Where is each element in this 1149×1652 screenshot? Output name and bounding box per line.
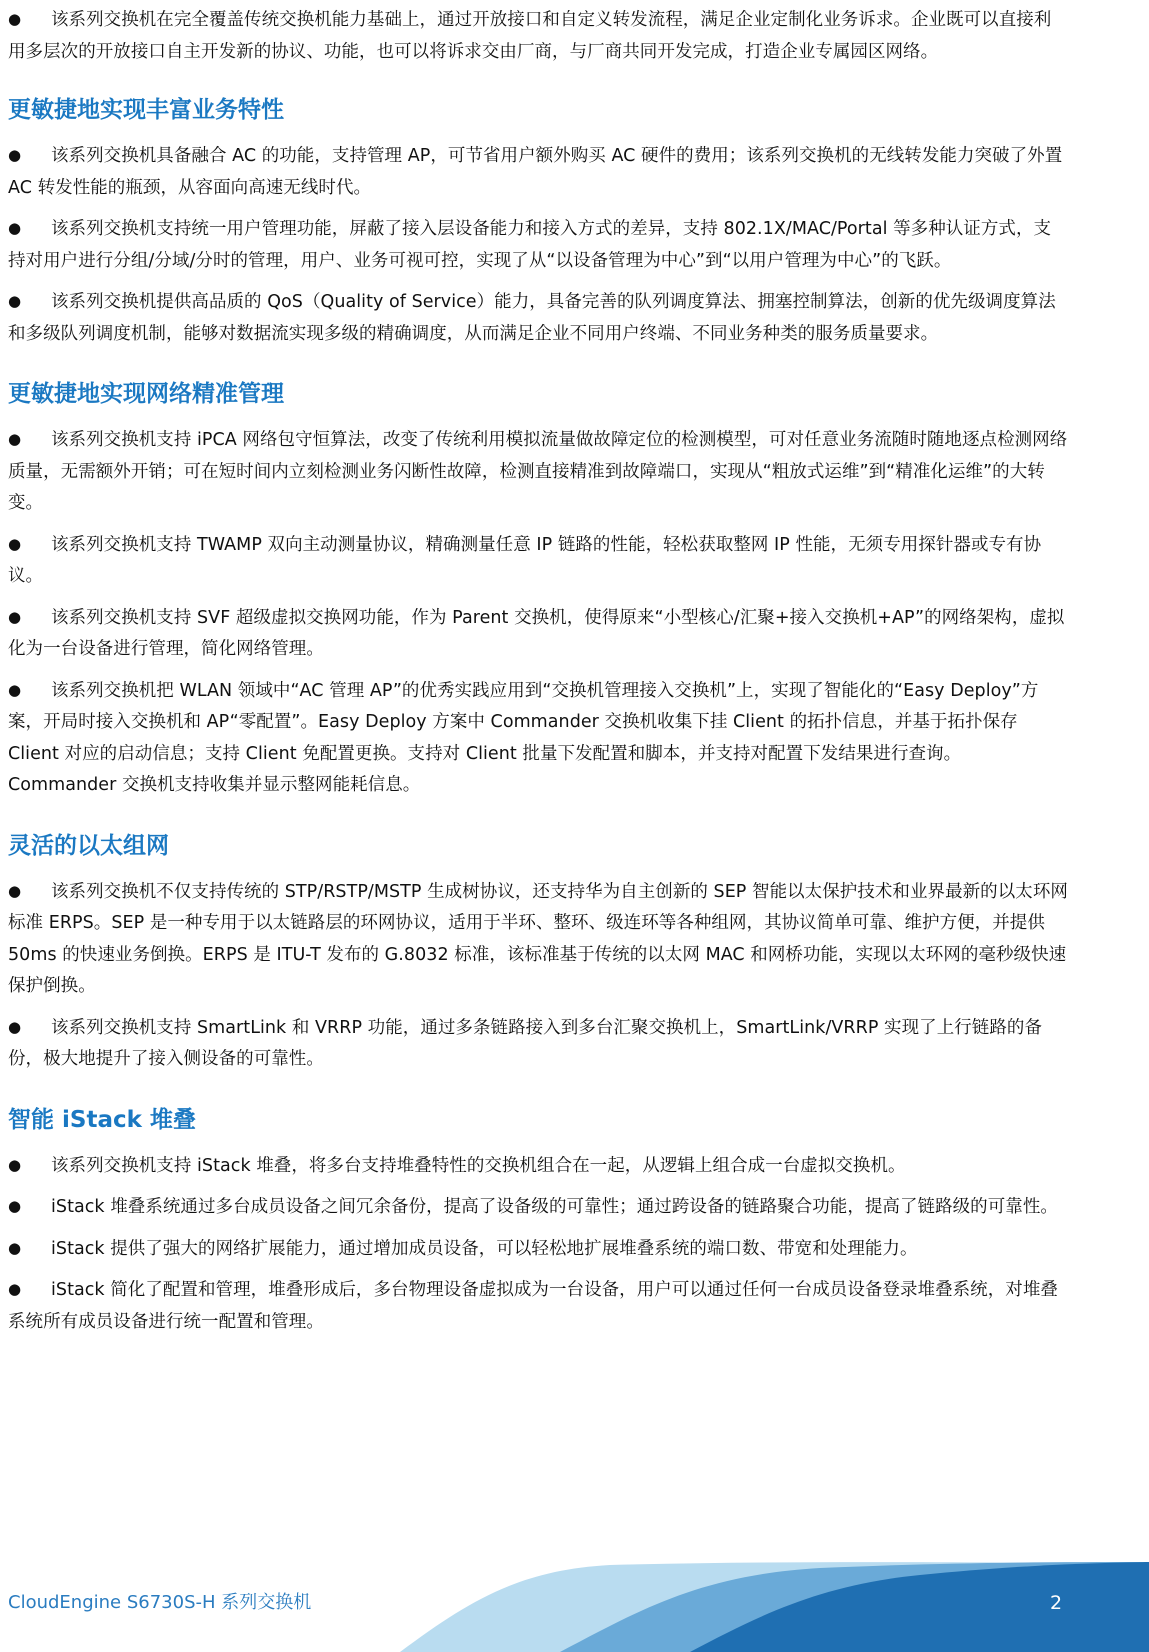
paragraph-text: 该系列交换机支持统一用户管理功能，屏蔽了接入层设备能力和接入方式的差异，支持 802.1X/MAC/Portal 等多种认证方式，支持对用户进行分组/分域/分时的管理，用户、业务可视可控，实现了从“以设备管理为中心”到“以用户管理为中心”的飞跃。 [8, 219, 1052, 271]
footer-product-name: CloudEngine S6730S-H 系列交换机 [8, 1592, 312, 1613]
paragraph-text: 该系列交换机支持 iPCA 网络包守恒算法，改变了传统利用模拟流量做故障定位的检测模型，可对任意业务流随时随地逐点检测网络质量，无需额外开销；可在短时间内立刻检测业务闪断性故障，检测直接精准到故障端口，实现从“粗放式运维”到“精准化运维”的大转变。 [8, 430, 1068, 513]
bullet-paragraph [8, 1150, 1068, 1183]
bullet-icon: ● [8, 219, 22, 237]
paragraph-text: iStack 简化了配置和管理，堆叠形成后，多台物理设备虚拟成为一台设备，用户可以通过任何一台成员设备登录堆叠系统，对堆叠系统所有成员设备进行统一配置和管理。 [8, 1280, 1058, 1332]
paragraph-text: 该系列交换机支持 SVF 超级虚拟交换网功能，作为 Parent 交换机，使得原来“小型核心/汇聚+接入交换机+AP”的网络架构，虚拟化为一台设备进行管理，简化网络管理。 [8, 607, 1065, 659]
paragraph-text: 该系列交换机提供高品质的 QoS（Quality of Service）能力，具备完善的队列调度算法、拥塞控制算法，创新的优先级调度算法和多级队列调度机制，能够对数据流实现多级的精确调度，从而满足企业不同用户终端、不同业务种类的服务质量要求。 [8, 292, 1056, 344]
bullet-icon: ● [8, 10, 22, 28]
bullet-paragraph [8, 529, 1068, 593]
section-heading: 更敏捷地实现丰富业务特性 [8, 97, 284, 123]
paragraph-text: 该系列交换机在完全覆盖传统交换机能力基础上，通过开放接口和自定义转发流程，满足企业定制化业务诉求。企业既可以直接利用多层次的开放接口自主开发新的协议、功能，也可以将诉求交由厂商，与厂商共同开发完成，打造企业专属园区网络。 [8, 10, 1052, 62]
paragraph-text: 该系列交换机具备融合 AC 的功能，支持管理 AP，可节省用户额外购买 AC 硬件的费用；该系列交换机的无线转发能力突破了外置 AC 转发性能的瓶颈，从容面向高速无线时代。 [8, 146, 1063, 198]
paragraph-text: iStack 提供了强大的网络扩展能力，通过增加成员设备，可以轻松地扩展堆叠系统的端口数、带宽和处理能力。 [51, 1238, 918, 1259]
bullet-icon: ● [8, 1197, 22, 1215]
bullet-paragraph [8, 286, 1068, 350]
bullet-icon: ● [8, 430, 22, 448]
paragraph-text: 该系列交换机支持 SmartLink 和 VRRP 功能，通过多条链路接入到多台汇聚交换机上，SmartLink/VRRP 实现了上行链路的备份，极大地提升了接入侧设备的可靠性。 [8, 1017, 1042, 1069]
bullet-icon: ● [8, 534, 22, 553]
bullet-icon: ● [8, 1155, 22, 1174]
bullet-icon: ● [8, 1017, 22, 1036]
paragraph-text: 该系列交换机支持 iStack 堆叠，将多台支持堆叠特性的交换机组合在一起，从逻辑上组合成一台虚拟交换机。 [51, 1155, 906, 1176]
bullet-paragraph [8, 675, 1068, 802]
paragraph-text: iStack 堆叠系统通过多台成员设备之间冗余备份，提高了设备级的可靠性；通过跨设备的链路聚合功能，提高了链路级的可靠性。 [51, 1197, 1058, 1217]
bullet-paragraph [8, 213, 1068, 277]
bullet-paragraph [8, 602, 1068, 666]
bullet-icon: ● [8, 292, 22, 310]
bullet-paragraph [8, 1274, 1068, 1338]
bullet-paragraph [8, 1233, 1068, 1266]
paragraph-text: 该系列交换机把 WLAN 领域中“AC 管理 AP”的优秀实践应用到“交换机管理接入交换机”上，实现了智能化的“Easy Deploy”方案，开局时接入交换机和 AP“零配置”。Easy Deploy 方案中 Commander 交换机收集下挂 Client 的拓扑信息，并基于拓扑保存 Client 对应的启动信息；支持 Client 免配置更换。支持对 Client 批量下发配置和脚本，并支持对配置下发结果进行查询。Commander 交换机支持收集并显示整网能耗信息。 [8, 680, 1039, 795]
bullet-paragraph [8, 1191, 1068, 1224]
section-heading: 更敏捷地实现网络精准管理 [8, 381, 284, 407]
bullet-icon: ● [8, 146, 22, 164]
bullet-icon: ● [8, 680, 22, 699]
bullet-paragraph [8, 876, 1068, 1003]
section-heading: 智能 iStack 堆叠 [8, 1106, 196, 1133]
paragraph-text: 该系列交换机不仅支持传统的 STP/RSTP/MSTP 生成树协议，还支持华为自主创新的 SEP 智能以太保护技术和业界最新的以太环网标准 ERPS。SEP 是一种专用于以太链路层的环网协议，适用于半环、整环、级连环等各种组网，其协议简单可靠、维护方便，并提供 50ms 的快速业务倒换。ERPS 是 ITU-T 发布的 G.8032 标准，该标准基于传统的以太网 MAC 和网桥功能，实现以太环网的毫秒级快速保护倒换。 [8, 881, 1068, 996]
bullet-icon: ● [8, 1238, 22, 1257]
bullet-paragraph [8, 424, 1068, 520]
bullet-icon: ● [8, 881, 22, 900]
document-body [8, 4, 1068, 1347]
bullet-icon: ● [8, 1280, 22, 1298]
section-heading: 灵活的以太组网 [8, 832, 169, 859]
bullet-paragraph [8, 4, 1068, 68]
bullet-paragraph [8, 1012, 1068, 1076]
bullet-paragraph [8, 140, 1068, 204]
page-number: 2 [1050, 1592, 1063, 1614]
paragraph-text: 该系列交换机支持 TWAMP 双向主动测量协议，精确测量任意 IP 链路的性能，轻松获取整网 IP 性能，无须专用探针器或专有协议。 [8, 534, 1042, 586]
bullet-icon: ● [8, 607, 22, 626]
